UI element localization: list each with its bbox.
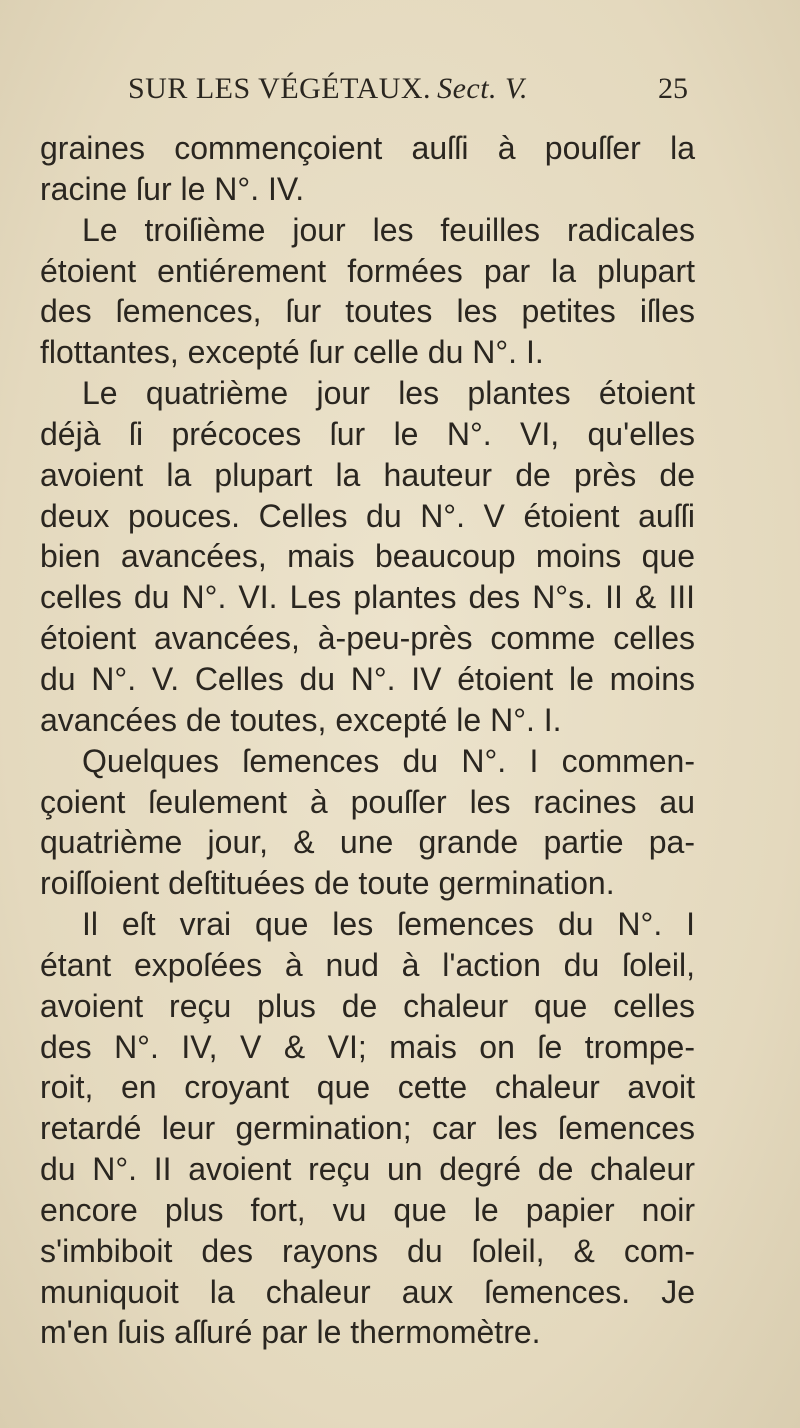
text-line: bien avancées, mais beaucoup moins que: [40, 538, 695, 575]
page-number: 25: [658, 72, 688, 105]
text-line: m'en ſuis aſſuré par le thermomètre.: [40, 1314, 541, 1351]
text-line: flottantes, excepté ſur celle du N°. I.: [40, 334, 544, 371]
text-line: muniquoit la chaleur aux ſemences. Je: [40, 1273, 695, 1310]
text-line: encore plus fort, vu que le papier noir: [40, 1191, 695, 1228]
section-mark: Sect. V.: [437, 72, 528, 105]
text-line: celles du N°. VI. Les plantes des N°s. II & III: [40, 579, 695, 616]
text-line: çoient ſeulement à pouſſer les racines au: [40, 783, 695, 820]
text-line: racine ſur le N°. IV.: [40, 170, 305, 207]
text-line: déjà ſi précoces ſur le N°. VI, qu'elles: [40, 415, 695, 452]
text-line: deux pouces. Celles du N°. V étoient auſſi: [40, 497, 695, 534]
text-line: des N°. IV, V & VI; mais on ſe trompe-: [40, 1028, 695, 1065]
text-line: avancées de toutes, excepté le N°. I.: [40, 701, 562, 738]
text-line: étant expoſées à nud à l'action du ſoleil,: [40, 946, 695, 983]
text-line: avoient reçu plus de chaleur que celles: [40, 987, 695, 1024]
text-line: du N°. II avoient reçu un degré de chaleur: [40, 1151, 695, 1188]
text-line: Le troiſième jour les feuilles radicales: [82, 211, 695, 248]
text-line: quatrième jour, & une grande partie pa-: [40, 824, 695, 861]
text-line: Quelques ſemences du N°. I commen-: [82, 742, 695, 779]
text-line: Il eſt vrai que les ſemences du N°. I: [82, 906, 695, 943]
text-line: des ſemences, ſur toutes les petites iſles: [40, 293, 695, 330]
running-title: [128, 72, 528, 106]
body-text: [40, 128, 695, 1353]
running-title-text: SUR LES VÉGÉTAUX.: [128, 72, 432, 105]
text-line: Le quatrième jour les plantes étoient: [82, 375, 695, 412]
text-line: s'imbiboit des rayons du ſoleil, & com-: [40, 1232, 695, 1269]
text-line: du N°. V. Celles du N°. IV étoient le moins: [40, 660, 695, 697]
page-header: [128, 72, 688, 112]
text-line: roiſſoient deſtituées de toute germination.: [40, 865, 615, 902]
text-line: avoient la plupart la hauteur de près de: [40, 456, 695, 493]
text-line: étoient avancées, à-peu-près comme celles: [40, 620, 695, 657]
text-line: graines commençoient auſſi à pouſſer la: [40, 130, 695, 166]
text-line: roit, en croyant que cette chaleur avoit: [40, 1069, 695, 1106]
text-line: retardé leur germination; car les ſemences: [40, 1110, 695, 1147]
text-line: étoient entiérement formées par la plupart: [40, 252, 695, 289]
